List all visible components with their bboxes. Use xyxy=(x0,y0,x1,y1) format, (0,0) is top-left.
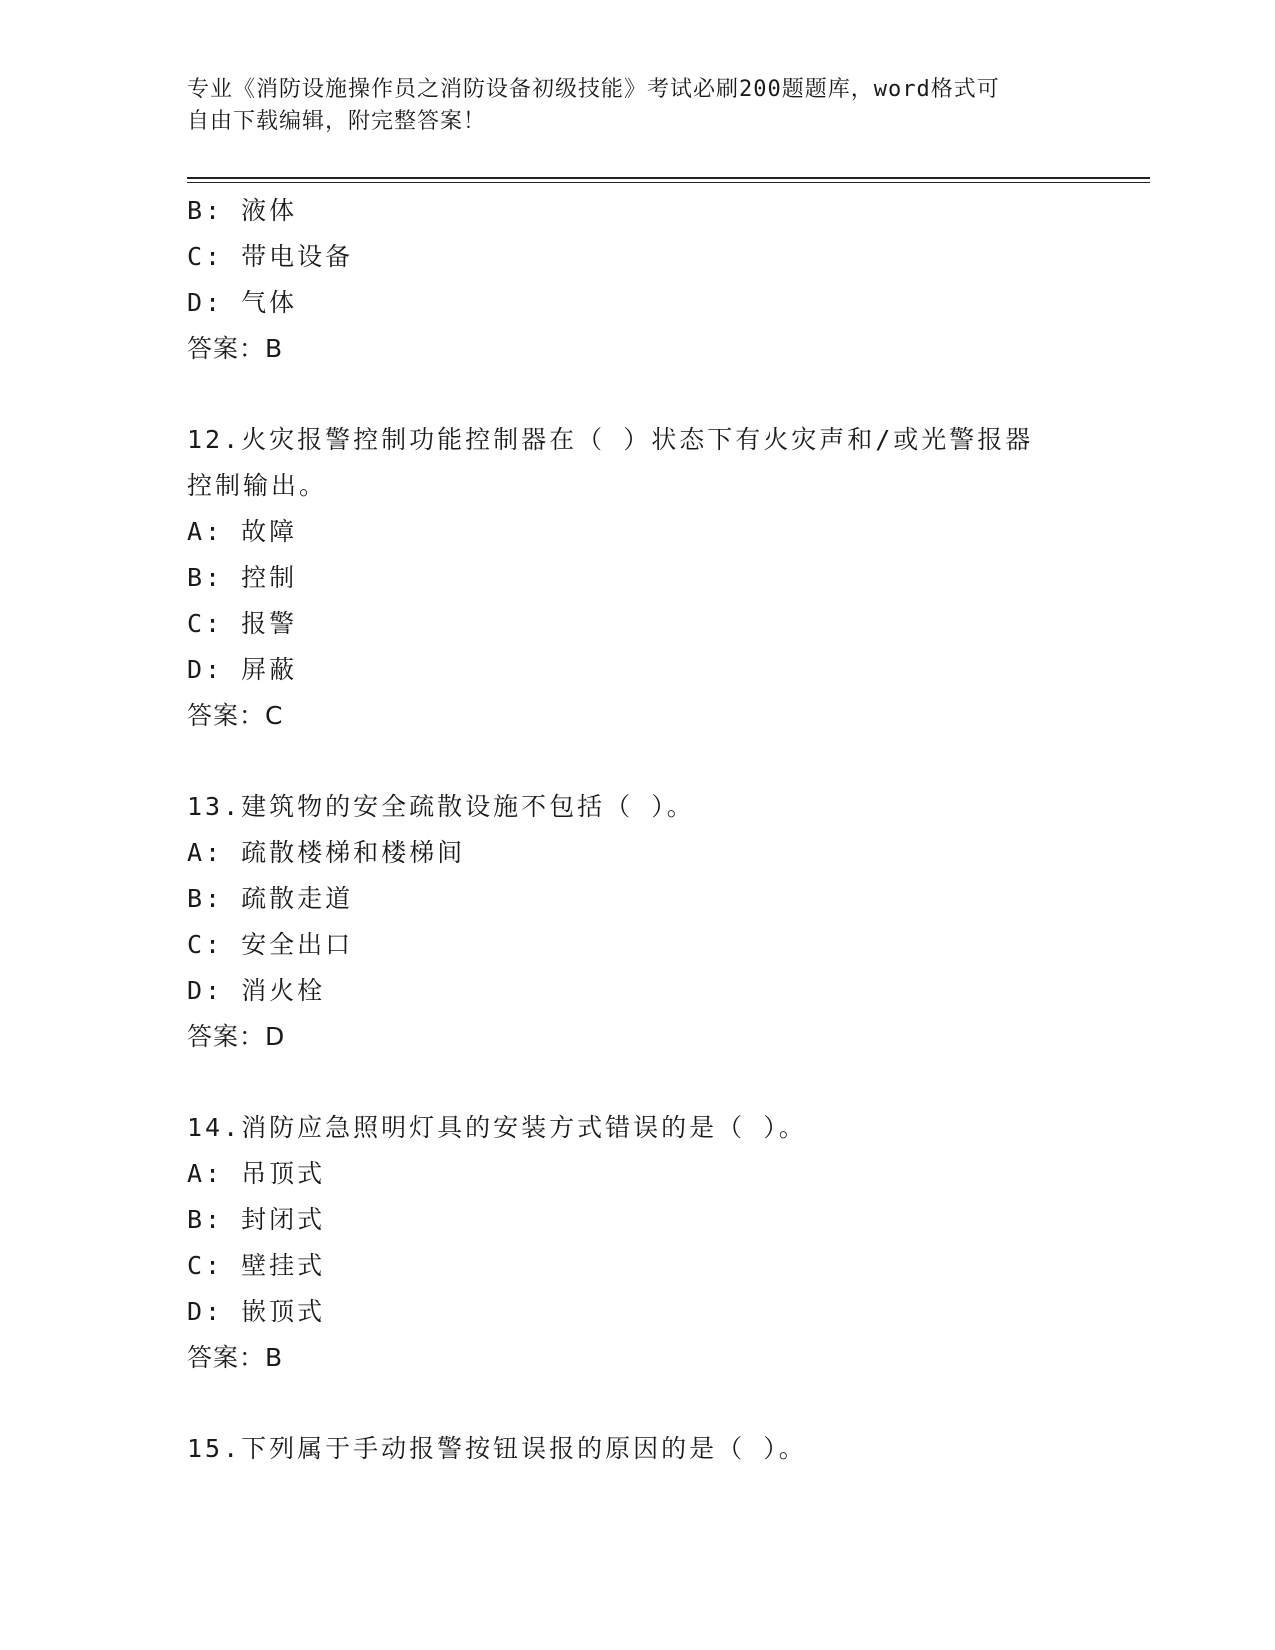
option-b: B: 封闭式 xyxy=(187,1205,326,1234)
question-spacer xyxy=(187,1381,1087,1426)
answer-line: 答案：B xyxy=(187,1343,284,1372)
question-stem xyxy=(187,417,1087,509)
document-header xyxy=(187,74,1067,138)
option-d: D: 气体 xyxy=(187,288,298,317)
option-a: A: 疏散楼梯和楼梯间 xyxy=(187,838,466,867)
option-a: A: 故障 xyxy=(187,517,298,546)
header-line-1: 专业《消防设施操作员之消防设备初级技能》考试必刷200题题库，word格式可 xyxy=(187,77,1000,102)
question-block-12 xyxy=(187,417,1087,739)
question-block-11 xyxy=(187,188,1087,372)
header-divider-thick xyxy=(187,177,1150,179)
question-stem-line-1: 12.火灾报警控制功能控制器在（ ）状态下有火灾声和/或光警报器 xyxy=(187,425,1034,454)
option-b: B: 控制 xyxy=(187,563,298,592)
answer-line: 答案：B xyxy=(187,334,284,363)
option-c: C: 报警 xyxy=(187,609,298,638)
header-divider-thin xyxy=(187,182,1150,183)
question-block-14 xyxy=(187,1105,1087,1381)
question-block-13 xyxy=(187,784,1087,1060)
option-b: B: 疏散走道 xyxy=(187,884,354,913)
option-d: D: 嵌顶式 xyxy=(187,1297,326,1326)
question-stem: 15.下列属于手动报警按钮误报的原因的是（ ）。 xyxy=(187,1434,807,1463)
option-d: D: 消火栓 xyxy=(187,976,326,1005)
question-stem-line-2: 控制输出。 xyxy=(187,471,328,500)
answer-line: 答案：D xyxy=(187,1022,286,1051)
option-a: A: 吊顶式 xyxy=(187,1159,326,1188)
question-spacer xyxy=(187,372,1087,417)
option-c: C: 安全出口 xyxy=(187,930,354,959)
question-stem: 13.建筑物的安全疏散设施不包括（ ）。 xyxy=(187,792,695,821)
question-block-15 xyxy=(187,1426,1087,1472)
question-spacer xyxy=(187,739,1087,784)
option-c: C: 带电设备 xyxy=(187,242,354,271)
question-list xyxy=(187,188,1087,1472)
option-c: C: 壁挂式 xyxy=(187,1251,326,1280)
question-stem: 14.消防应急照明灯具的安装方式错误的是（ ）。 xyxy=(187,1113,807,1142)
header-line-2: 自由下载编辑，附完整答案！ xyxy=(187,109,487,134)
option-b: B: 液体 xyxy=(187,196,298,225)
option-d: D: 屏蔽 xyxy=(187,655,298,684)
answer-line: 答案：C xyxy=(187,701,284,730)
question-spacer xyxy=(187,1060,1087,1105)
